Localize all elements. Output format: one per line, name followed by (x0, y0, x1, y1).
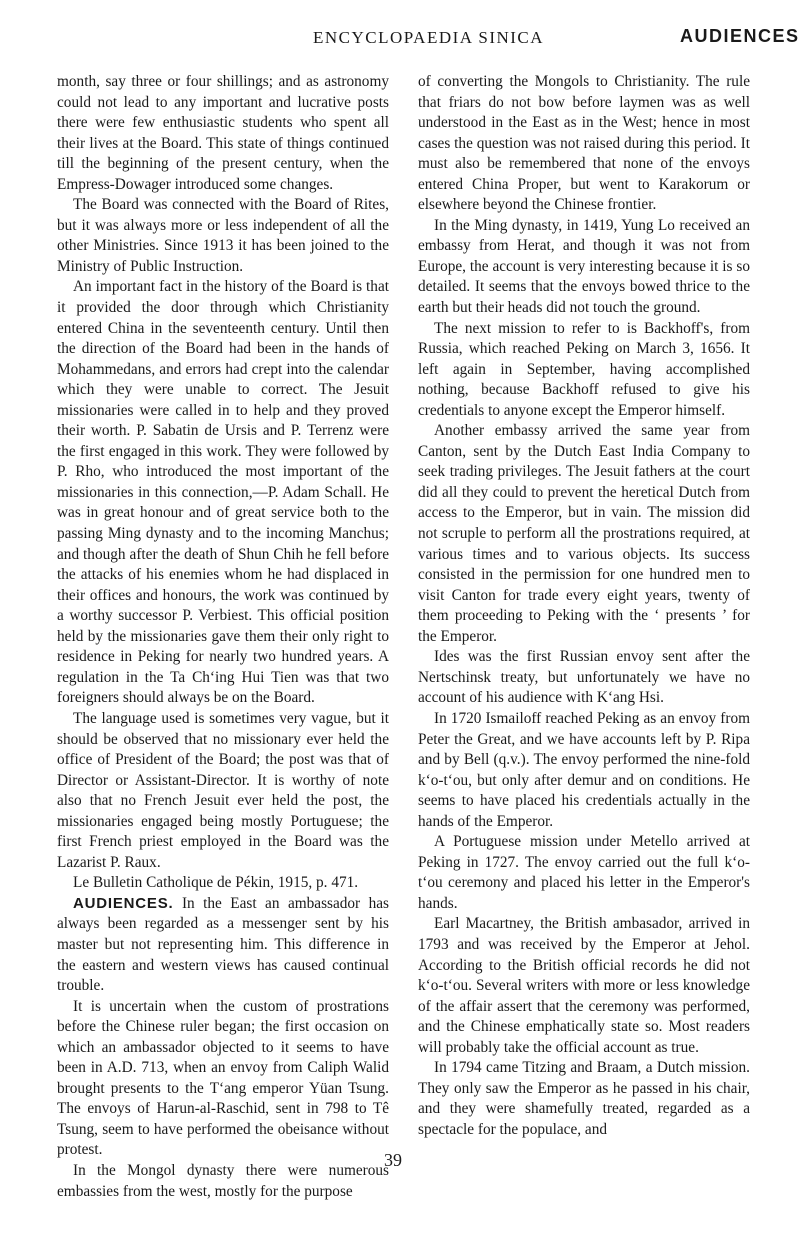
paragraph: Earl Macartney, the British ambasador, arrived in 1793 and was received by the Emperor at Jehol. According to the British official records he did not k‘o-t‘ou. Several writers with more or less knowledge of the affair assert that the ceremony was performed, and the Chinese emphatically state so. Most readers will probably take the official account as true. (418, 915, 750, 1056)
paragraph: It is uncertain when the custom of prostrations before the Chinese ruler began; the first occasion on which an ambassador objected to it seems to have been in A.D. 713, when an envoy from Caliph Walid brought presents to the T‘ang emperor Yüan Tsung. The envoys of Harun-al-Raschid, sent in 798 to Tê Tsung, seem to have performed the obeisance without protest. (57, 997, 389, 1159)
citation: Le Bulletin Catholique de Pékin, 1915, p. 471. (73, 874, 359, 892)
running-title: ENCYCLOPAEDIA SINICA (313, 28, 545, 47)
paragraph: The language used is sometimes very vague, but it should be observed that no missionary ever held the office of President of the Board; the post was that of Director or Assistant-Director. It is worthy of note also that no French Jesuit ever held the post, the missionaries engaged being mostly Portuguese; the first French priest employed in the Board was the Lazarist P. Raux. (57, 709, 389, 871)
paragraph: Ides was the first Russian envoy sent after the Nertschinsk treaty, but unfortunately we have no account of his audience with K‘ang Hsi. (418, 648, 750, 707)
paragraph: The Board was connected with the Board of Rites, but it was always more or less independent of all the other Ministries. Since 1913 it has been joined to the Ministry of Public Instruction. (57, 196, 389, 275)
paragraph: The next mission to refer to is Backhoff's, from Russia, which reached Peking on March 3, 1656. It left again in September, having accomplished nothing, because Backhoff refused to give his credentials to anyone except the Emperor himself. (418, 319, 750, 419)
paragraph: A Portuguese mission under Metello arrived at Peking in 1727. The envoy carried out the full k‘o-t‘ou ceremony and placed his letter in the Emperor's hands. (418, 833, 750, 912)
paragraph: Another embassy arrived the same year from Canton, sent by the Dutch East India Company to seek trading privileges. The Jesuit fathers at the court did all they could to prevent the heretical Dutch from access to the Emperor, but in vain. The mission did not scruple to perform all the prostrations required, at various times and to various objects. Its success consisted in the permission for one hundred men to visit Canton for trade every eight years, twenty of them proceeding to Peking with the ‘ presents ’ for the Emperor. (418, 422, 750, 645)
left-column (57, 72, 389, 1202)
page-number: 39 (384, 1150, 402, 1170)
section-heading: AUDIENCES (680, 26, 800, 46)
right-column (418, 72, 750, 1140)
paragraph: In the Ming dynasty, in 1419, Yung Lo received an embassy from Herat, and though it was not from Europe, the account is very interesting because it is so detailed. It seems that the envoys bowed thrice to the earth but their heads did not touch the ground. (418, 216, 750, 317)
paragraph: An important fact in the history of the Board is that it provided the door through which Christianity entered China in the seventeenth century. Until then the direction of the Board had been in the hands of Mohammedans, and errors had crept into the calendar which they were unable to correct. The Jesuit missionaries were called in to help and they proved their worth. P. Sabatin de Ursis and P. Terrenz were the first engaged in this work. They were followed by P. Rho, who introduced the most important of the missionaries in this connection,—P. Adam Schall. He was in great honour and of great service both to the passing Ming dynasty and to the incoming Manchus; and though after the death of Shun Chih he fell before the attacks of his enemies whom he had displaced in their offices and honours, the work was continued by a worthy successor P. Verbiest. This official position held by the missionaries gave them their only right to residence in Peking for nearly two hundred years. A regulation in the Ta Ch‘ing Hui Tien was that two foreigners should always be on the Board. (57, 278, 389, 707)
paragraph: In the Mongol dynasty there were numerous embassies from the west, mostly for the purpose (57, 1161, 389, 1200)
paragraph: month, say three or four shillings; and as astronomy could not lead to any important and lucrative posts there were few enthusiastic students who spent all their lives at the Board. This state of things continued till the beginning of the present century, when the Empress-Dowager introduced some changes. (57, 73, 389, 193)
entry-paragraph-audiences: AUDIENCES. In the East an ambassador has always been regarded as a messenger sent by his master but not representing him. This difference in the eastern and western views has caused continual trouble. (57, 894, 389, 995)
paragraph: In 1794 came Titzing and Braam, a Dutch mission. They only saw the Emperor as he passed in his chair, and they were shamefully treated, regarded as a spectacle for the populace, and (418, 1059, 750, 1138)
paragraph: In 1720 Ismailoff reached Peking as an envoy from Peter the Great, and we have accounts left by P. Ripa and by Bell (q.v.). The envoy performed the nine-fold k‘o-t‘ou, but only after demur and on conditions. He seems to have placed his credentials actually in the hands of the Emperor. (418, 709, 750, 830)
entry-heading: AUDIENCES. (73, 894, 174, 912)
paragraph: of converting the Mongols to Christianity. The rule that friars do not bow before laymen was as well understood in the East as in the West; hence in most cases the question was not raised during this period. It must also be remembered that none of the envoys entered China Proper, but went to Karakorum or elsewhere beyond the Chinese frontier. (418, 73, 750, 214)
